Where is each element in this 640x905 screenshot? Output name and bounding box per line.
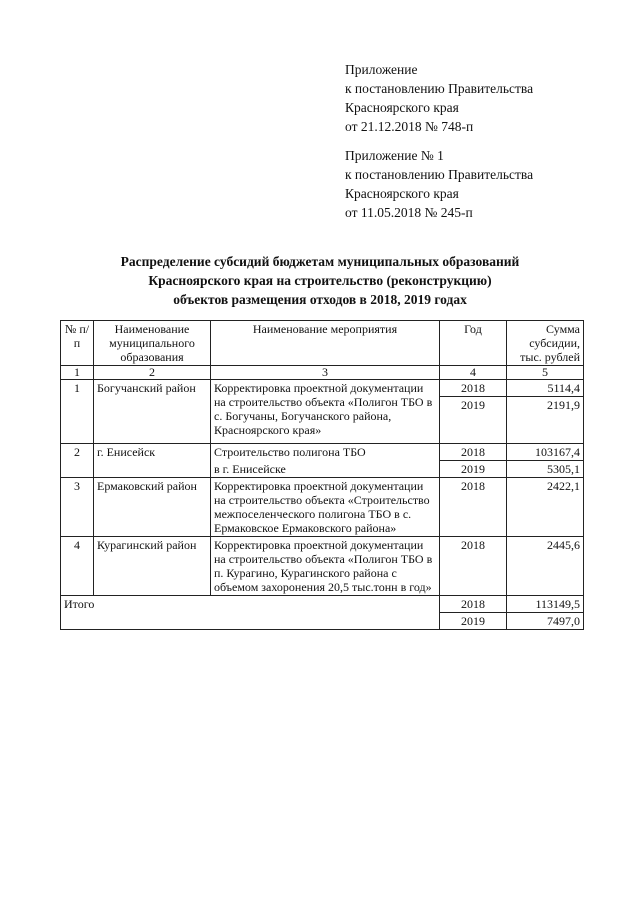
row-year: 2018 [440,537,507,596]
table-header-row [61,321,584,366]
header-year: Год [440,321,507,366]
row-municipality: Курагинский район [94,537,211,596]
header-event: Наименование мероприятия [211,321,440,366]
row-event-line: Строительство полигона ТБО [211,444,440,461]
title-line: объектов размещения отходов в 2018, 2019 годах [173,292,467,307]
row-num: 2 [61,444,94,478]
table-row [61,537,584,596]
appendix-date: от 11.05.2018 № 245-п [345,205,473,220]
table-total-row [61,596,584,613]
row-year: 2018 [440,380,507,397]
document-title [40,252,600,309]
header-num: № п/п [61,321,94,366]
row-amount: 5305,1 [507,461,584,478]
row-event: Корректировка проектной документации на строительство объекта «Полигон ТБО в с. Богучаны, Богучанского района, Красноярского края» [211,380,440,444]
row-event: Корректировка проектной документации на строительство объекта «Строительство межпоселенческого полигона ТБО в с. Ермаковское Ермаковского района» [211,478,440,537]
header-amount: Сумма субсидии, тыс. рублей [507,321,584,366]
appendix-region: Красноярского края [345,100,459,115]
total-year: 2019 [440,613,507,630]
total-label: Итого [61,596,440,630]
column-number: 1 [61,366,94,380]
column-number: 2 [94,366,211,380]
row-num: 4 [61,537,94,596]
table-row [61,380,584,397]
column-number-row [61,366,584,380]
row-amount: 5114,4 [507,380,584,397]
row-municipality: Богучанский район [94,380,211,444]
table-row [61,478,584,537]
header-municipality: Наименование муниципального образования [94,321,211,366]
total-amount: 7497,0 [507,613,584,630]
appendix-label: Приложение [345,62,418,77]
row-year: 2018 [440,478,507,537]
row-amount: 2422,1 [507,478,584,537]
column-number: 4 [440,366,507,380]
row-year: 2019 [440,397,507,444]
row-amount: 2445,6 [507,537,584,596]
row-amount: 103167,4 [507,444,584,461]
subsidy-table [60,320,584,630]
title-line: Красноярского края на строительство (реконструкцию) [148,273,492,288]
appendix-reference-original [345,146,533,222]
table-row [61,444,584,461]
appendix-decree: к постановлению Правительства [345,81,534,96]
row-num: 1 [61,380,94,444]
appendix-date: от 21.12.2018 № 748-п [345,119,474,134]
row-municipality: г. Енисейск [94,444,211,478]
row-num: 3 [61,478,94,537]
column-number: 5 [507,366,584,380]
appendix-decree: к постановлению Правительства [345,167,534,182]
appendix-label: Приложение № 1 [345,148,444,163]
row-event: Корректировка проектной документации на строительство объекта «Полигон ТБО в п. Курагино, Курагинского района с объемом захоронения 20,5 тыс.тонн в год» [211,537,440,596]
row-amount: 2191,9 [507,397,584,444]
title-line: Распределение субсидий бюджетам муниципальных образований [120,254,520,269]
row-event-line: в г. Енисейске [211,461,440,478]
total-year: 2018 [440,596,507,613]
row-year: 2018 [440,444,507,461]
total-amount: 113149,5 [507,596,584,613]
column-number: 3 [211,366,440,380]
row-year: 2019 [440,461,507,478]
row-municipality: Ермаковский район [94,478,211,537]
appendix-region: Красноярского края [345,186,459,201]
appendix-reference-current [345,60,533,136]
